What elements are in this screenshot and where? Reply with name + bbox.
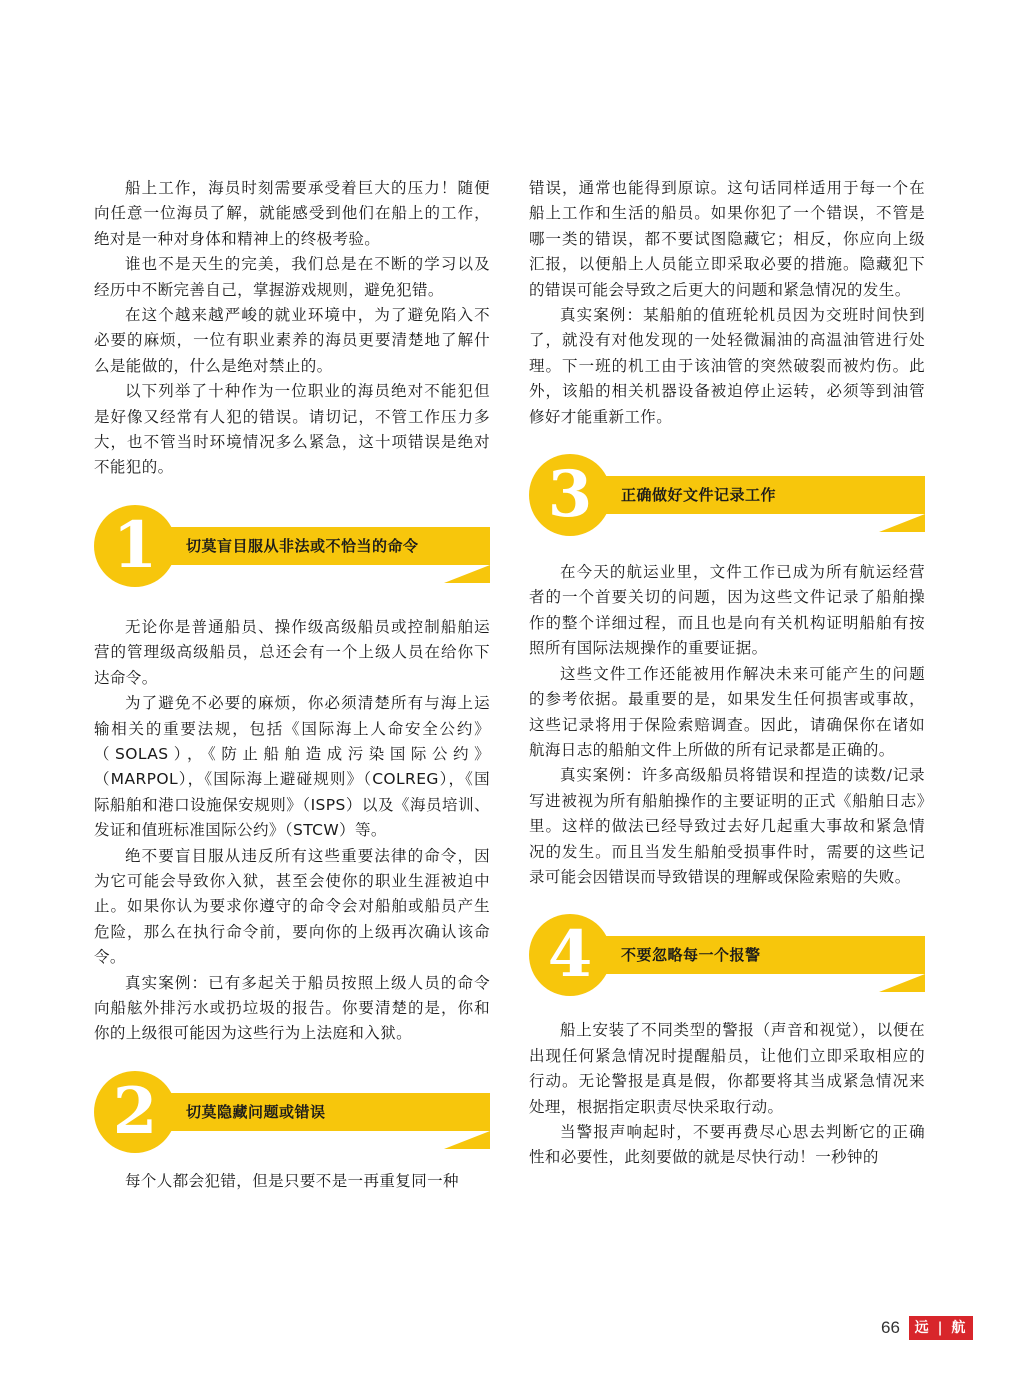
section-header-4	[529, 914, 925, 1000]
paragraph: 在这个越来越严峻的就业环境中，为了避免陷入不必要的麻烦，一位有职业素养的海员更要清楚地了解什么是能做的，什么是绝对禁止的。	[94, 306, 490, 375]
section-number: 1	[112, 507, 158, 583]
right-column	[529, 176, 925, 1171]
section-title: 正确做好文件记录工作	[621, 486, 777, 505]
paragraph: 这些文件工作还能被用作解决未来可能产生的问题的参考依据。最重要的是，如果发生任何损害或事故，这些记录将用于保险索赔调查。因此，请确保你在诸如航海日志的船舶文件上所做的所有记录都是正确的。	[529, 664, 925, 759]
paragraph: 无论你是普通船员、操作级高级船员或控制船舶运营的管理级高级船员，总还会有一个上级人员在给你下达命令。	[94, 617, 490, 687]
section-header-3	[529, 454, 925, 540]
paragraph: 谁也不是天生的完美，我们总是在不断的学习以及经历中不断完善自己，掌握游戏规则，避免犯错。	[94, 255, 490, 299]
paragraph: 真实案例：许多高级船员将错误和捏造的读数/记录写进被视为所有船舶操作的主要证明的正式《船舶日志》里。这样的做法已经导致过去好几起重大事故和紧急情况的发生。而且当发生船舶受损事件时，需要的这些记录可能会因错误而导致错误的理解或保险索赔的失败。	[529, 766, 925, 886]
paragraph: 以下列举了十种作为一位职业的海员绝对不能犯但是好像又经常有人犯的错误。请切记，不管工作压力多大，也不管当时环境情况多么紧急，这十项错误是绝对不能犯的。	[94, 382, 490, 477]
paragraph: 绝不要盲目服从违反所有这些重要法律的命令，因为它可能会导致你入狱，甚至会使你的职业生涯被迫中止。如果你认为要求你遵守的命令会对船舶或船员产生危险，那么在执行命令前，要向你的上级再次确认该命令。	[94, 846, 490, 967]
left-column	[94, 176, 490, 1194]
header-wedge	[879, 514, 925, 532]
section-number: 3	[547, 457, 593, 533]
magazine-badge: 远 | 航	[909, 1316, 973, 1340]
paragraph: 真实案例：某船舶的值班轮机员因为交班时间快到了，就没有对他发现的一处轻微漏油的高温油管进行处理。下一班的机工由于该油管的突然破裂而被灼伤。此外，该船的相关机器设备被迫停止运转，必须等到油管修好才能重新工作。	[529, 306, 925, 426]
section-number: 2	[112, 1073, 158, 1149]
header-wedge	[444, 1131, 490, 1149]
paragraph: 错误，通常也能得到原谅。这句话同样适用于每一个在船上工作和生活的船员。如果你犯了一个错误，不管是哪一类的错误，都不要试图隐藏它；相反，你应向上级汇报，以便船上人员能立即采取必要的措施。隐藏犯下的错误可能会导致之后更大的问题和紧急情况的发生。	[529, 179, 925, 299]
paragraph: 在今天的航运业里，文件工作已成为所有航运经营者的一个首要关切的问题，因为这些文件记录了船舶操作的整个详细过程，而且也是向有关机构证明船舶有按照所有国际法规操作的重要证据。	[529, 563, 925, 658]
header-wedge	[879, 974, 925, 992]
paragraph: 为了避免不必要的麻烦，你必须清楚所有与海上运输相关的重要法规，包括《国际海上人命安全公约》（SOLAS），《防止船舶造成污染国际公约》（MARPOL），《国际海上避碰规则》（COLREG），《国际船舶和港口设施保安规则》（ISPS）以及《海员培训、发证和值班标准国际公约》（STCW）等。	[94, 694, 490, 840]
paragraph: 船上工作，海员时刻需要承受着巨大的压力！随便向任意一位海员了解，就能感受到他们在船上的工作，绝对是一种对身体和精神上的终极考验。	[94, 179, 490, 248]
header-wedge	[444, 565, 490, 583]
paragraph: 每个人都会犯错，但是只要不是一再重复同一种	[125, 1171, 459, 1190]
paragraph: 当警报声响起时，不要再费尽心思去判断它的正确性和必要性，此刻要做的就是尽快行动！一秒钟的	[529, 1122, 925, 1167]
section-title: 切莫盲目服从非法或不恰当的命令	[186, 536, 419, 555]
section-title: 切莫隐藏问题或错误	[186, 1102, 326, 1121]
section-header-1	[94, 505, 490, 591]
paragraph: 真实案例：已有多起关于船员按照上级人员的命令向船舷外排污水或扔垃圾的报告。你要清楚的是，你和你的上级很可能因为这些行为上法庭和入狱。	[94, 973, 490, 1043]
paragraph: 船上安装了不同类型的警报（声音和视觉），以便在出现任何紧急情况时提醒船员，让他们立即采取相应的行动。无论警报是真是假，你都要将其当成紧急情况来处理，根据指定职责尽快采取行动。	[529, 1021, 925, 1116]
page-number: 66	[881, 1318, 900, 1337]
section-number: 4	[547, 917, 593, 993]
section-header-2	[94, 1071, 490, 1157]
section-title: 不要忽略每一个报警	[621, 946, 761, 965]
